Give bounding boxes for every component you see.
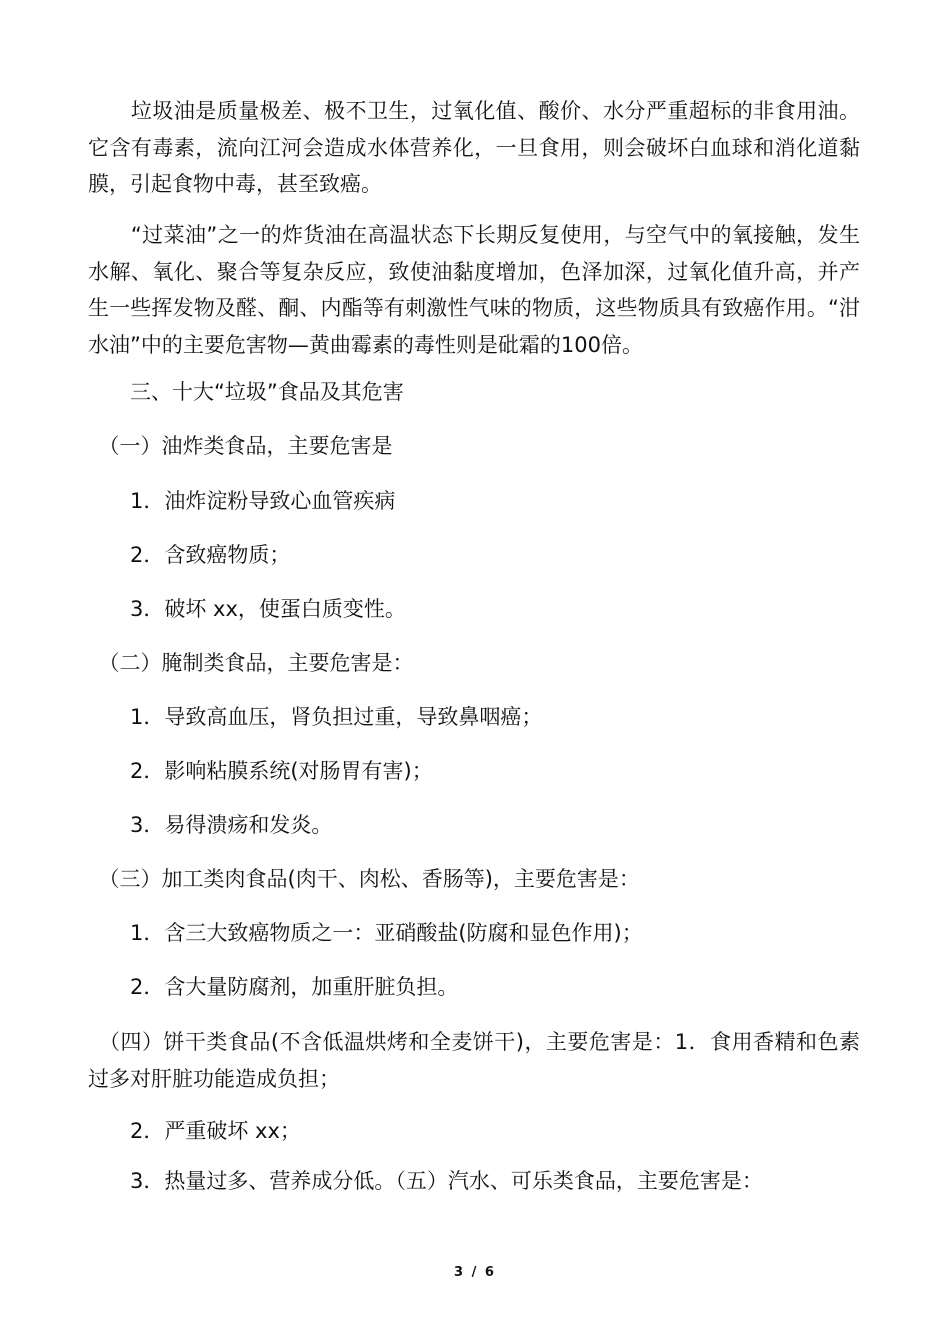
subsection-fried-food: （一）油炸类食品，主要危害是 bbox=[88, 434, 393, 458]
list-item: 3．热量过多、营养成分低。（五）汽水、可乐类食品，主要危害是： bbox=[88, 1169, 763, 1193]
list-item: 3．易得溃疡和发炎。 bbox=[88, 813, 333, 837]
list-item: 1．导致高血压，肾负担过重，导致鼻咽癌； bbox=[88, 705, 543, 729]
list-item: 1．含三大致癌物质之一：亚硝酸盐(防腐和显色作用)； bbox=[88, 921, 643, 945]
list-item: 2．严重破坏 xx； bbox=[88, 1119, 301, 1143]
list-item: 2．含致癌物质； bbox=[88, 543, 291, 567]
paragraph-garbage-oil: 垃圾油是质量极差、极不卫生，过氧化值、酸价、水分严重超标的非食用油。它含有毒素，流向江河会造成水体营养化，一旦食用，则会破坏白血球和消化道黏膜，引起食物中毒，甚至致癌。 bbox=[88, 99, 860, 196]
subsection-biscuits: （四）饼干类食品(不含低温烘烤和全麦饼干)，主要危害是：1．食用香精和色素过多对肝脏功能造成负担； bbox=[88, 1030, 860, 1091]
subsection-pickled-food: （二）腌制类食品，主要危害是： bbox=[88, 651, 414, 675]
list-item: 2．含大量防腐剂，加重肝脏负担。 bbox=[88, 975, 459, 999]
section-heading: 三、十大“垃圾”食品及其危害 bbox=[88, 380, 404, 404]
list-item: 2．影响粘膜系统(对肠胃有害)； bbox=[88, 759, 433, 783]
list-item: 3．破坏 xx，使蛋白质变性。 bbox=[88, 597, 406, 621]
list-item: 1．油炸淀粉导致心血管疾病 bbox=[88, 489, 396, 513]
paragraph-used-oil: “过菜油”之一的炸货油在高温状态下长期反复使用，与空气中的氧接触，发生水解、氧化、聚合等复杂反应，致使油黏度增加，色泽加深，过氧化值升高，并产生一些挥发物及醛、酮、内酯等有刺激性气味的物质，这些物质具有致癌作用。“泔水油”中的主要危害物—黄曲霉素的毒性则是砒霜的100倍。 bbox=[88, 223, 860, 357]
page-number: 3 / 6 bbox=[454, 1265, 496, 1280]
subsection-processed-meat: （三）加工类肉食品(肉干、肉松、香肠等)，主要危害是： bbox=[88, 867, 640, 891]
